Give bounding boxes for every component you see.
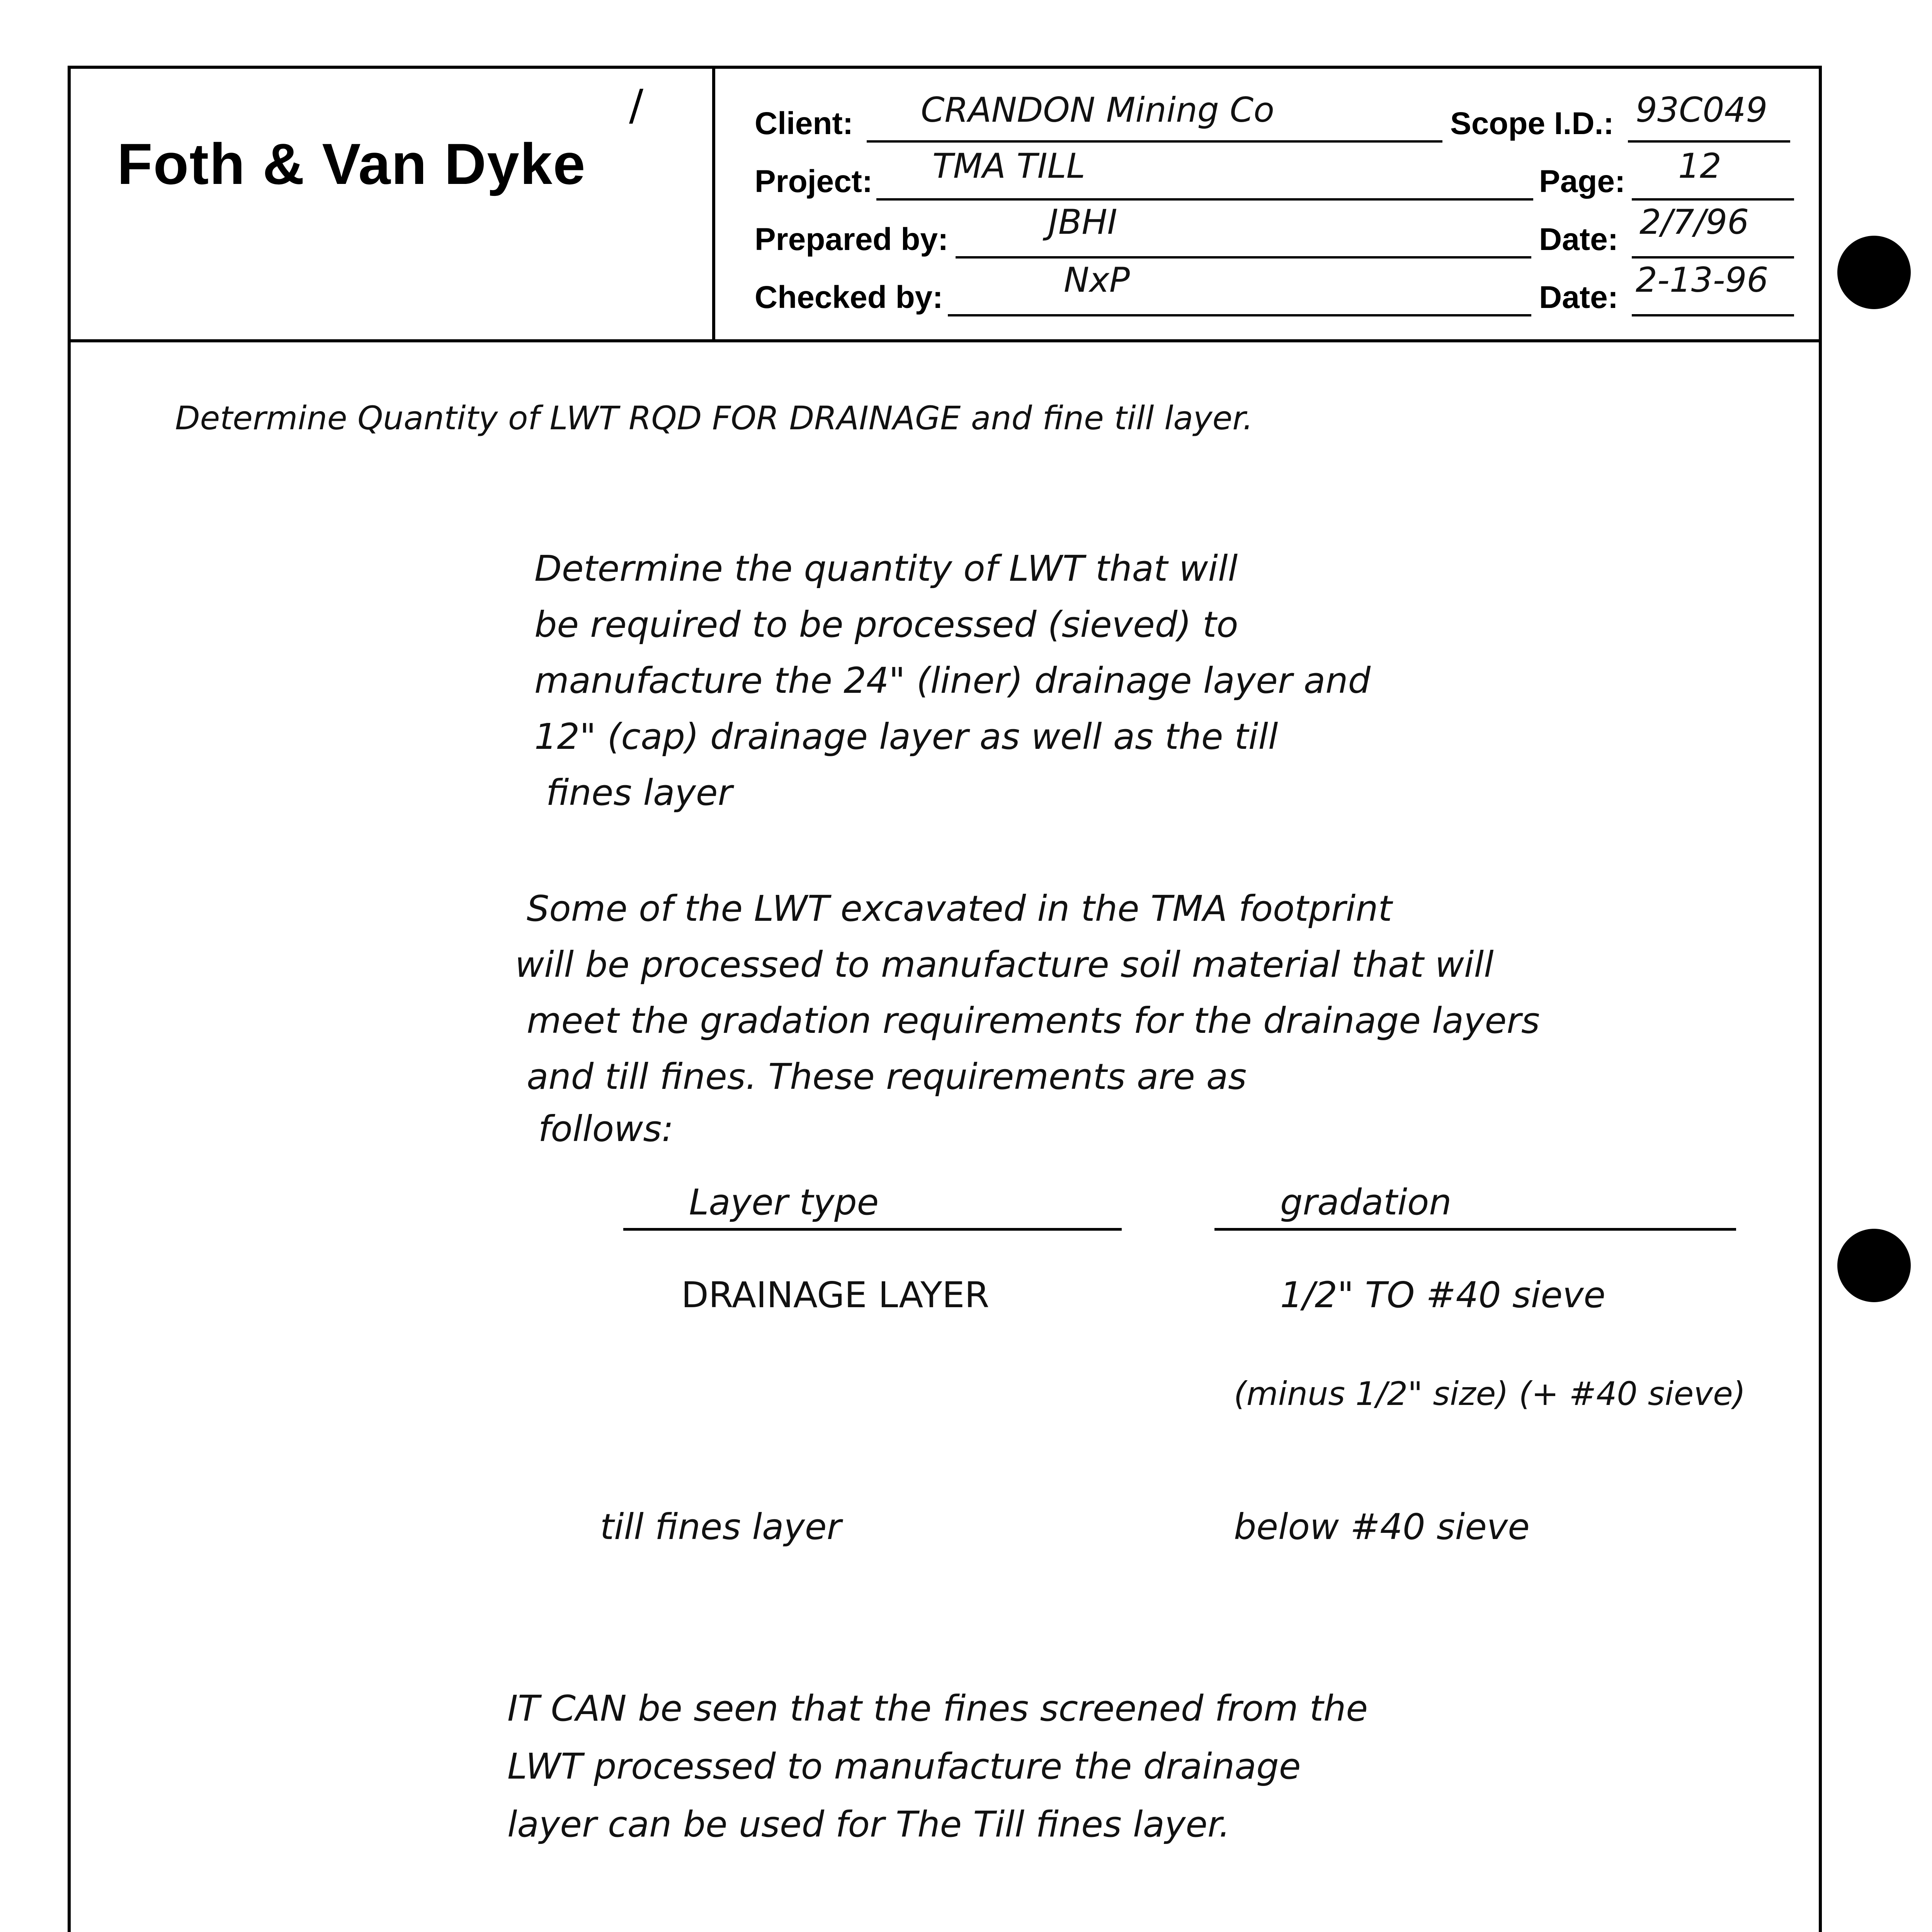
paragraph2-line5: follows: <box>538 1108 674 1150</box>
paragraph3-line2: LWT processed to manufacture the drainage <box>507 1746 1301 1787</box>
header-bottom-divider <box>71 339 1819 342</box>
column-header-layer-type: Layer type <box>689 1182 879 1223</box>
date-prepared-value: 2/7/96 <box>1639 202 1749 242</box>
prepared-by-underline <box>956 256 1531 259</box>
column-header-gradation: gradation <box>1280 1182 1452 1223</box>
date-checked-value: 2-13-96 <box>1636 260 1769 300</box>
header-vertical-divider <box>712 69 715 339</box>
date-checked-underline <box>1632 314 1794 316</box>
project-label: Project: <box>755 164 873 199</box>
checked-by-value: NxP <box>1064 260 1130 300</box>
company-logo: Foth & Van Dyke <box>117 131 586 196</box>
client-value: CRANDON Mining Co <box>921 90 1274 130</box>
project-underline <box>876 198 1533 201</box>
date-prepared-underline <box>1632 256 1794 259</box>
scope-id-label: Scope I.D.: <box>1450 106 1614 141</box>
paragraph2-line1: Some of the LWT excavated in the TMA footprint <box>527 888 1392 929</box>
binder-hole-middle <box>1837 1229 1911 1302</box>
paragraph2-line3: meet the gradation requirements for the drainage layers <box>527 1000 1540 1041</box>
page-label: Page: <box>1539 164 1626 199</box>
client-underline <box>867 140 1442 143</box>
date-checked-label: Date: <box>1539 280 1619 315</box>
checked-by-underline <box>948 314 1531 316</box>
paragraph1-line5: fines layer <box>546 772 733 813</box>
layer-type-header-rule <box>623 1228 1122 1231</box>
sheet-heading: Determine Quantity of LWT RQD FOR DRAINAGE and fine till layer. <box>175 399 1253 437</box>
row-drainage-layer-type: DRAINAGE LAYER <box>681 1274 990 1316</box>
paragraph1-line4: 12" (cap) drainage layer as well as the till <box>534 716 1278 757</box>
project-value: TMA TILL <box>932 146 1085 186</box>
tick-mark: / <box>629 80 644 130</box>
row-till-fines-layer-type: till fines layer <box>600 1506 842 1548</box>
paragraph3-line1: IT CAN be seen that the fines screened from the <box>507 1688 1368 1729</box>
paragraph1-line2: be required to be processed (sieved) to <box>534 604 1238 645</box>
page-value: 12 <box>1678 146 1721 186</box>
row-drainage-note: (minus 1/2" size) (+ #40 sieve) <box>1234 1375 1746 1413</box>
paragraph3-line3: layer can be used for The Till fines layer. <box>507 1804 1230 1845</box>
calculation-sheet-frame <box>68 66 1822 1932</box>
date-prepared-label: Date: <box>1539 222 1619 257</box>
paragraph1-line1: Determine the quantity of LWT that will <box>534 548 1238 589</box>
scope-id-underline <box>1628 140 1790 143</box>
paragraph2-line4: and till fines. These requirements are as <box>527 1056 1247 1097</box>
prepared-by-label: Prepared by: <box>755 222 949 257</box>
binder-hole-top <box>1837 236 1911 309</box>
checked-by-label: Checked by: <box>755 280 943 315</box>
scope-id-value: 93C049 <box>1636 90 1768 130</box>
paragraph2-line2: will be processed to manufacture soil material that will <box>515 944 1494 985</box>
page-underline <box>1632 198 1794 201</box>
row-drainage-gradation: 1/2" TO #40 sieve <box>1280 1274 1606 1316</box>
gradation-header-rule <box>1214 1228 1736 1231</box>
paragraph1-line3: manufacture the 24" (liner) drainage layer and <box>534 660 1371 701</box>
client-label: Client: <box>755 106 854 141</box>
row-till-fines-gradation: below #40 sieve <box>1234 1506 1530 1548</box>
prepared-by-value: JBHI <box>1048 202 1117 242</box>
